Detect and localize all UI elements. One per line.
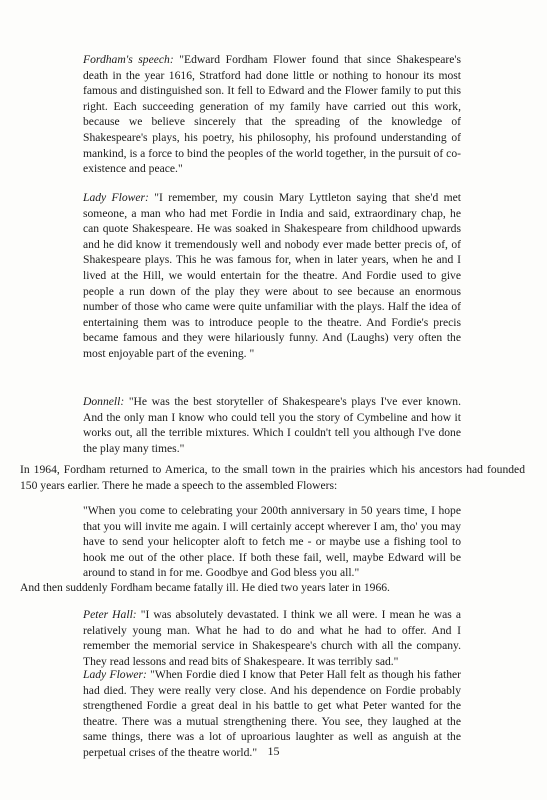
donnell-paragraph bbox=[83, 394, 461, 456]
paragraph-text: "Edward Fordham Flower found that since Shakespeare's death in the year 1616, Stratford had done little or nothing to honour its most famous and distinguished son. It fell to Edward and the Flower family to put this right. Each succeeding generation of my family have carried out this work, because we believe sincerely that the spreading of the knowledge of Shakespeare's plays, his poetry, his philosophy, his profound understanding of mankind, is a force to bind the peoples of the world together, in the pursuit of co-existence and peace." bbox=[83, 53, 461, 176]
paragraph-text: "When you come to celebrating your 200th anniversary in 50 years time, I hope that you will invite me again. I will certainly accept wherever I am, tho' you may have to send your helicopter aloft to fetch me - or maybe use a fishing tool to hook me out of the other place. If both these fail, well, maybe Edward will be around to stand in for me. Goodbye and God bless you all." bbox=[83, 504, 461, 580]
paragraph-text: "I was absolutely devastated. I think we all were. I mean he was a relatively young man. What he had to do and what he had to offer. And I remember the memorial service in Shakespeare's church with all the company. They read lessons and read bits of Shakespeare. It was terribly sad." bbox=[83, 608, 461, 668]
paragraph-text: "I remember, my cousin Mary Lyttleton saying that she'd met someone, a man who had met Fordie in India and said, extraordinary chap, he can quote Shakespeare. He was soaked in Shakespeare from childhood upwards and he did know it tremendously well and nobody ever made better precis of, of Shakespeare plays. This he was famous for, when in later years, when he and I lived at the Hill, we would entertain for the theatre. And Fordie used to give people a run down of the play they were about to see because an enormous number of those who came were quite unfamiliar with the plays. Half the idea of entertaining them was to introduce people to the theatre. And Fordie's precis became famous and they were hilariously funny. And (Laughs) very often the most enjoyable part of the evening. " bbox=[83, 191, 461, 360]
paragraph-text: And then suddenly Fordham became fatally ill. He died two years later in 1966. bbox=[20, 581, 390, 594]
lady-flower-paragraph-1 bbox=[83, 190, 461, 362]
paragraph-text: In 1964, Fordham returned to America, to the small town in the prairies which his ancestors had founded 150 years earlier. There he made a speech to the assembled Flowers: bbox=[20, 463, 525, 492]
narration-paragraph-1 bbox=[20, 462, 525, 493]
page-number: 15 bbox=[267, 744, 280, 758]
narration-paragraph-2 bbox=[20, 580, 525, 596]
paragraph-text: "When Fordie died I know that Peter Hall felt as though his father had died. They were really very close. And his dependence on Fordie probably strengthened Fordie a great deal in his battle to get what Peter wanted for the theatre. There was a mutual strengthening there. You see, they laughed at the same things, there was a lot of uproarious laughter as well as anguish at the perpetual crises of the theatre world." bbox=[83, 668, 461, 759]
peter-hall-paragraph bbox=[83, 607, 461, 669]
fordham-speech-paragraph bbox=[83, 52, 461, 177]
speaker-label: Peter Hall: bbox=[83, 608, 137, 621]
speaker-label: Donnell: bbox=[83, 395, 125, 408]
paragraph-text: "He was the best storyteller of Shakespeare's plays I've ever known. And the only man I know who could tell you the story of Cymbeline and how it works out, all the terrible mixtures. Which I couldn't tell you although I've done the play many times." bbox=[83, 395, 461, 455]
speaker-label: Lady Flower: bbox=[83, 191, 149, 204]
speaker-label: Fordham's speech: bbox=[83, 53, 174, 66]
speech-quote-paragraph bbox=[83, 503, 461, 581]
speaker-label: Lady Flower: bbox=[83, 668, 147, 681]
